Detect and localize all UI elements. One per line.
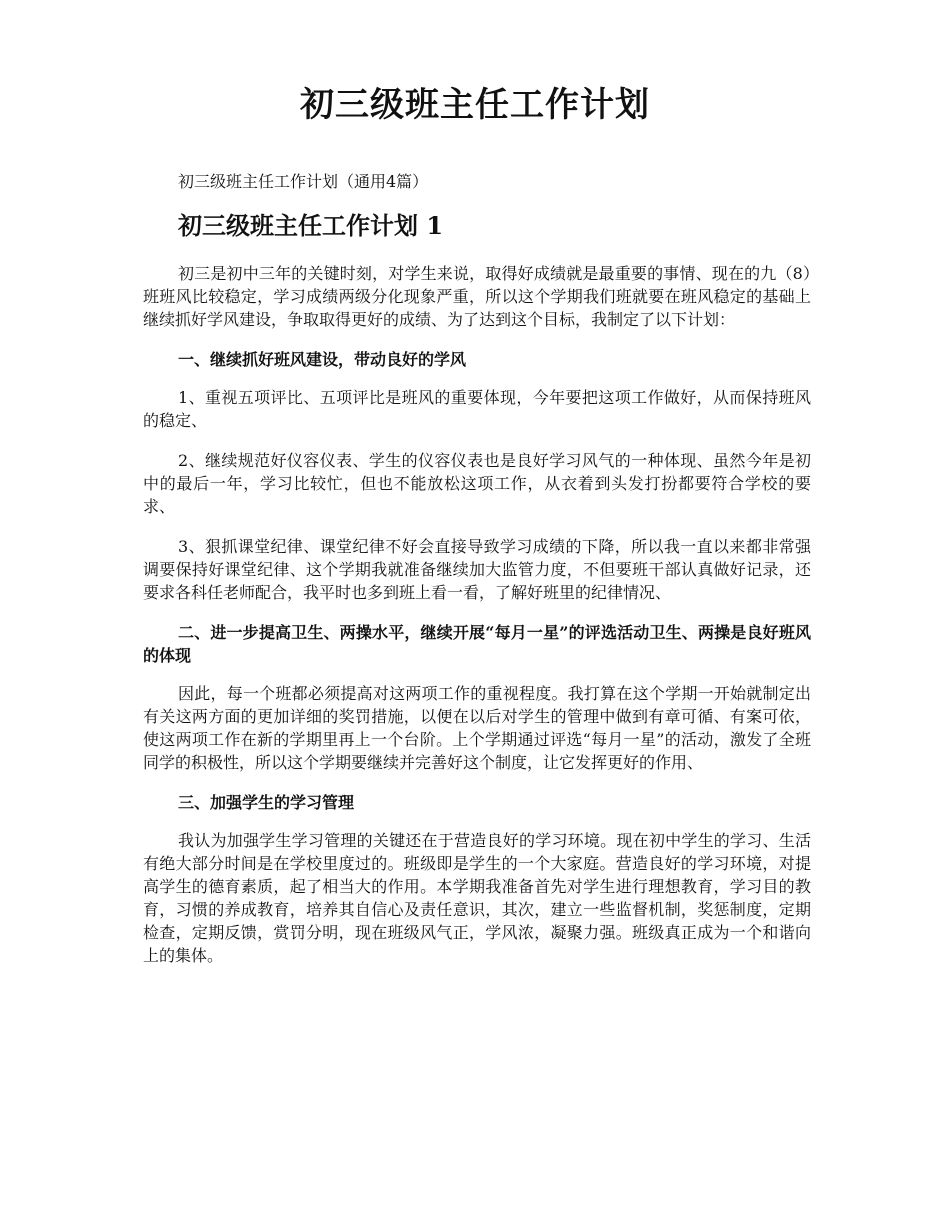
paragraph-study-management: 我认为加强学生学习管理的关键还在于营造良好的学习环境。现在初中学生的学习、生活有绝大部分时间是在学校里度过的。班级即是学生的一个大家庭。营造良好的学习环境，对提高学生的德育素质，起了相当大的作用。本学期我准备首先对学生进行理想教育，学习目的教育，习惯的养成教育，培养其自信心及责任意识，其次，建立一些监督机制，奖惩制度，定期检查，定期反馈，赏罚分明，现在班级风气正，学风浓，凝聚力强。班级真正成为一个和谐向上的集体。 <box>143 831 811 965</box>
intro-paragraph: 初三是初中三年的关键时刻，对学生来说，取得好成绩就是最重要的事情、现在的九（8）班班风比较稳定，学习成绩两级分化现象严重，所以这个学期我们班就要在班风稳定的基础上继续抓好学风建设，争取取得更好的成绩、为了达到这个目标，我制定了以下计划： <box>143 264 811 329</box>
subheading-study-management: 三、加强学生的学习管理 <box>178 793 355 812</box>
section-heading: 初三级班主任工作计划 1 <box>178 211 444 240</box>
subheading-class-style: 一、继续抓好班风建设，带动良好的学风 <box>178 350 467 369</box>
document-title: 初三级班主任工作计划 <box>300 85 650 125</box>
paragraph-item-2: 2、继续规范好仪容仪表、学生的仪容仪表也是良好学习风气的一种体现、虽然今年是初中的最后一年，学习比较忙，但也不能放松这项工作，从衣着到头发打扮都要符合学校的要求、 <box>143 451 811 516</box>
subheading-hygiene: 二、进一步提高卫生、两操水平，继续开展“每月一星”的评选活动卫生、两操是良好班风的体现 <box>143 623 811 665</box>
paragraph-item-3: 3、狠抓课堂纪律、课堂纪律不好会直接导致学习成绩的下降，所以我一直以来都非常强调要保持好课堂纪律、这个学期我就准备继续加大监管力度，不但要班干部认真做好记录，还要求各科任老师配合，我平时也多到班上看一看，了解好班里的纪律情况、 <box>143 537 811 602</box>
paragraph-item-1: 1、重视五项评比、五项评比是班风的重要体现，今年要把这项工作做好，从而保持班风的稳定、 <box>143 388 811 430</box>
document-subtitle: 初三级班主任工作计划（通用4篇） <box>178 172 429 191</box>
document-body <box>143 262 811 984</box>
paragraph-hygiene: 因此，每一个班都必须提高对这两项工作的重视程度。我打算在这个学期一开始就制定出有关这两方面的更加详细的奖罚措施，以便在以后对学生的管理中做到有章可循、有案可依，使这两项工作在新的学期里再上一个台阶。上个学期通过评选“每月一星”的活动，激发了全班同学的积极性，所以这个学期要继续并完善好这个制度，让它发挥更好的作用、 <box>143 684 811 772</box>
